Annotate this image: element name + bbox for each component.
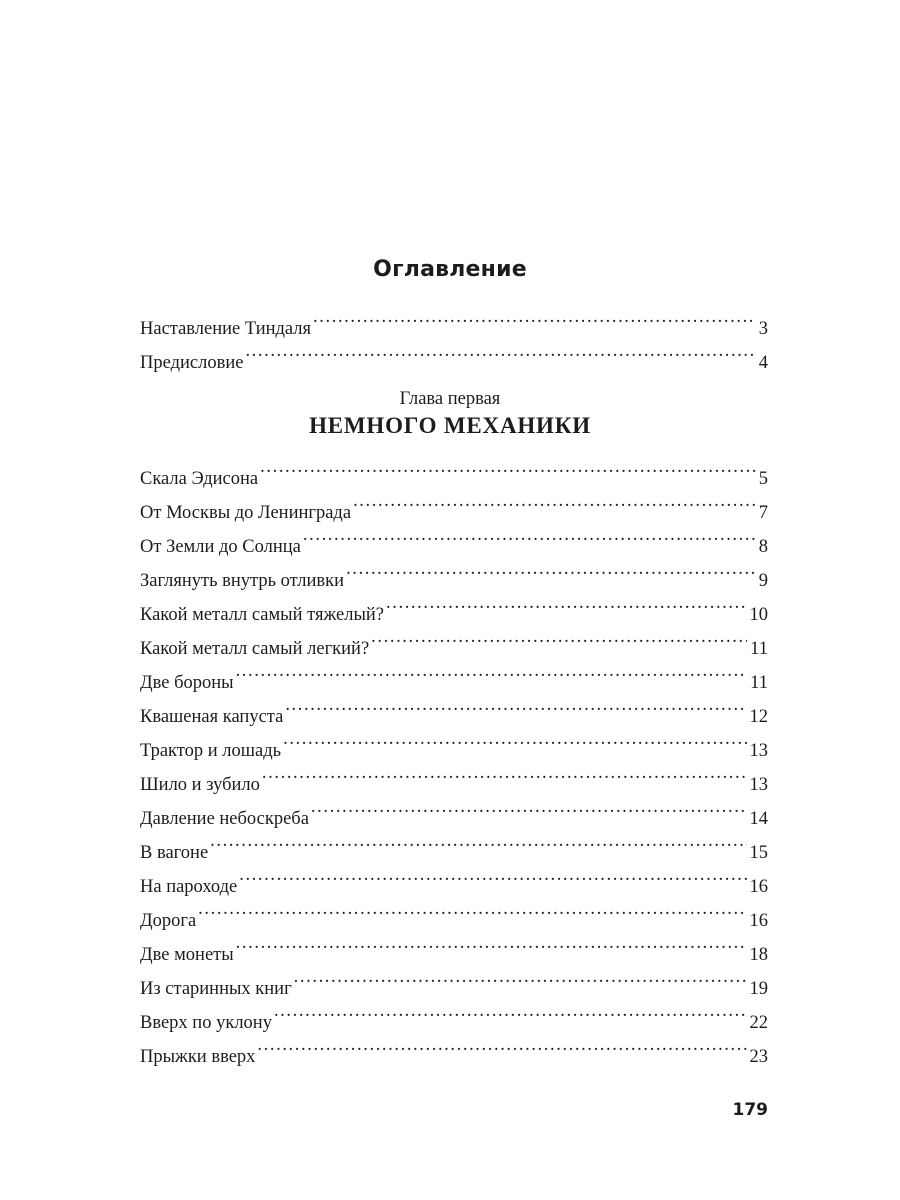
toc-entry-label: В вагоне [140,843,209,863]
toc-entry-page: 4 [758,353,768,373]
toc-entry-page: 13 [749,741,768,761]
toc-entry-page: 10 [749,605,768,625]
dot-leader [386,586,746,620]
toc-entry-label: Трактор и лошадь [140,741,282,761]
dot-leader [311,790,747,824]
toc-entry-label: Дорога [140,911,197,931]
toc-entry-label: Квашеная капуста [140,707,284,727]
dot-leader [303,518,756,552]
toc-entry[interactable] [140,824,768,863]
toc-entry-page: 15 [749,843,768,863]
toc-entry-label: Две бороны [140,673,234,693]
toc-entry[interactable] [140,450,768,489]
toc-entry-page: 19 [749,979,768,999]
dot-leader [236,654,748,688]
dot-leader [236,926,747,960]
dot-leader [198,892,746,926]
toc-entry-page: 16 [749,877,768,897]
toc-entry-label: Из старинных книг [140,979,292,999]
toc-entry-page: 13 [749,775,768,795]
toc-entry-page: 12 [749,707,768,727]
toc-entry-page: 9 [758,571,768,591]
toc-entry-label: На пароходе [140,877,238,897]
dot-leader [313,300,756,334]
toc-entry-page: 16 [749,911,768,931]
toc-entry-page: 11 [750,673,768,693]
toc-entry-label: Наставление Тиндаля [140,319,312,339]
dot-leader [353,484,756,518]
toc-entry-label: Скала Эдисона [140,469,259,489]
dot-leader [294,960,747,994]
toc-entry-label: Предисловие [140,353,244,373]
toc-entry-page: 23 [749,1047,768,1067]
toc-entry-label: Шило и зубило [140,775,260,795]
dot-leader [283,722,746,756]
dot-leader [371,620,747,654]
dot-leader [274,994,747,1028]
dot-leader [239,858,746,892]
toc-entry-page: 11 [750,639,768,659]
toc-entry-page: 5 [758,469,768,489]
toc-intro-list [140,300,768,373]
dot-leader [262,756,747,790]
toc-entry-page: 3 [758,319,768,339]
dot-leader [257,1028,746,1062]
chapter-kicker: Глава первая [399,389,501,409]
toc-entry-label: Вверх по уклону [140,1013,272,1033]
toc-entry-label: Прыжки вверх [140,1047,256,1067]
toc-entry-label: Заглянуть внутрь отливки [140,571,345,591]
toc-entry[interactable] [140,858,768,897]
dot-leader [346,552,756,586]
toc-entry-label: От Земли до Солнца [140,537,301,557]
chapter-toc-list [140,450,768,1067]
toc-entry-label: Какой металл самый легкий? [140,639,370,659]
toc-entry-label: От Москвы до Ленинграда [140,503,352,523]
toc-entry-page: 18 [749,945,768,965]
toc-entry-page: 22 [749,1013,768,1033]
toc-entry[interactable] [140,300,768,339]
toc-entry-label: Какой металл самый тяжелый? [140,605,385,625]
toc-entry-label: Две монеты [140,945,234,965]
dot-leader [210,824,746,858]
toc-entry-page: 14 [749,809,768,829]
toc-entry-page: 7 [758,503,768,523]
page-number: 179 [732,1100,768,1120]
chapter-title: НЕМНОГО МЕХАНИКИ [309,413,591,438]
toc-entry[interactable] [140,892,768,931]
dot-leader [245,334,755,368]
toc-entry-page: 8 [758,537,768,557]
dot-leader [285,688,746,722]
toc-title: Оглавление [373,257,527,282]
toc-entry[interactable] [140,926,768,965]
toc-entry-label: Давление небоскреба [140,809,309,829]
dot-leader [260,450,756,484]
